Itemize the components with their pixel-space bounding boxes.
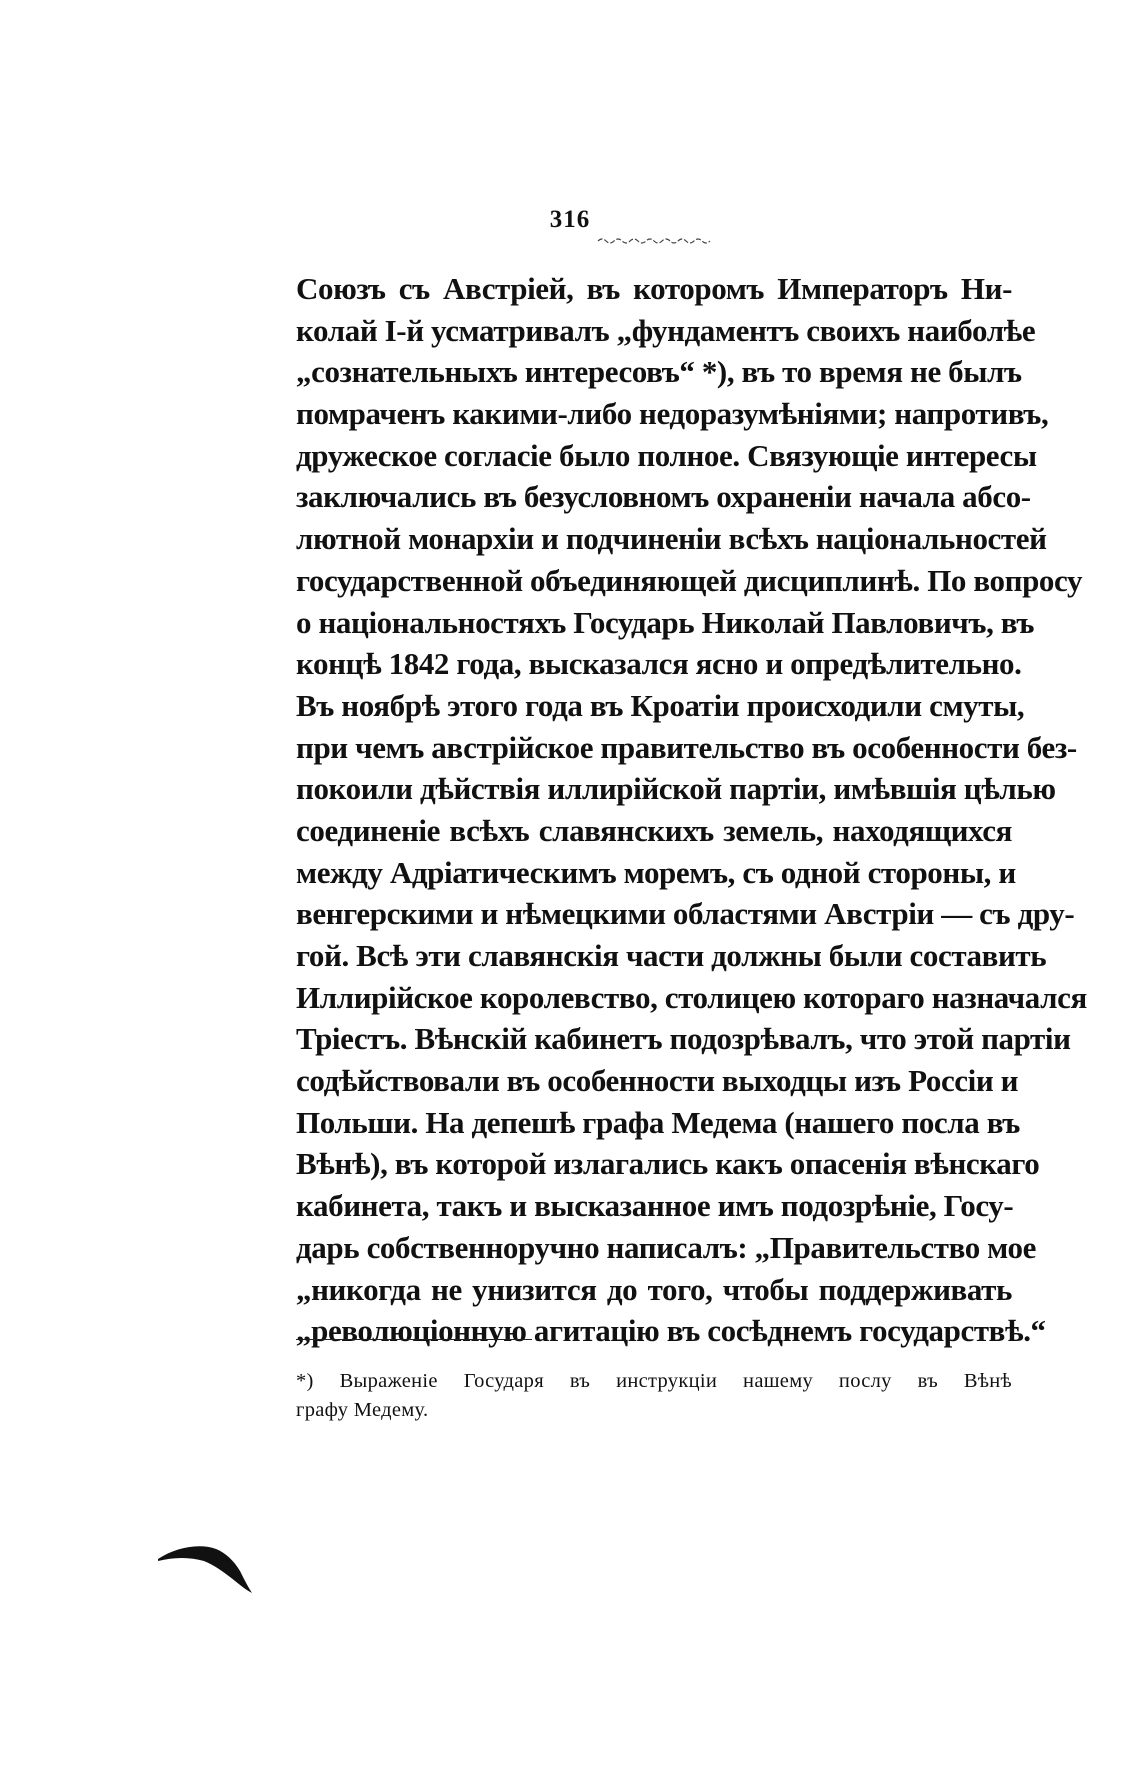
- text-line: государственной объединяющей дисциплинѣ. По вопросу: [296, 562, 1083, 598]
- text-line: гой. Всѣ эти славянскія части должны были составить: [296, 938, 1047, 973]
- text-line: помраченъ какими-либо недоразумѣніями; напротивъ,: [296, 396, 1049, 432]
- footnote-divider: [296, 1339, 532, 1340]
- main-text: [296, 268, 1087, 1352]
- footnote-line: *) Выраженіе Государя въ инструкціи нашему послу въ Вѣнѣ: [296, 1370, 1012, 1392]
- text-line: Союзъ съ Австріей, въ которомъ Императоръ Ни-: [296, 271, 1012, 306]
- text-line: концѣ 1842 года, высказался ясно и опредѣлительно.: [296, 646, 1022, 682]
- text-line: содѣйствовали въ особенности выходцы изъ Россіи и: [296, 1063, 1019, 1099]
- text-line: соединеніе всѣхъ славянскихъ земель, находящихся: [296, 812, 1012, 848]
- text-line: Вѣнѣ), въ которой излагались какъ опасенія вѣнскаго: [296, 1146, 1040, 1182]
- text-line: венгерскими и нѣмецкими областями Австріи — съ дру-: [296, 896, 1075, 932]
- text-line: дарь собственноручно написалъ: „Правительство мое: [296, 1229, 1036, 1265]
- text-line: „никогда не унизится до того, чтобы поддерживать: [296, 1271, 1012, 1307]
- text-line: „сознательныхъ интересовъ“ *), въ то время не былъ: [296, 354, 1022, 390]
- wavy-ornament-icon: [596, 235, 716, 245]
- text-line: о національностяхъ Государь Николай Павловичъ, въ: [296, 604, 1035, 640]
- footnote-line: графу Медему.: [296, 1399, 429, 1421]
- text-line: покоили дѣйствія иллирійской партіи, имѣвшія цѣлью: [296, 771, 1056, 807]
- footnote: [296, 1367, 1012, 1425]
- text-line: Тріестъ. Вѣнскій кабинетъ подозрѣвалъ, что этой партіи: [296, 1021, 1071, 1057]
- text-line: лютной монархіи и подчиненіи всѣхъ національностей: [296, 521, 1047, 557]
- text-line: кабинета, такъ и высказанное имъ подозрѣніе, Госу-: [296, 1188, 1014, 1224]
- text-line: колай I-й усматривалъ „фундаментъ своихъ наиболѣе: [296, 312, 1036, 348]
- text-line: Польши. На депешѣ графа Медема (нашего посла въ: [296, 1104, 1020, 1140]
- text-line: дружеское согласіе было полное. Связующіе интересы: [296, 437, 1037, 473]
- ink-mark-icon: [158, 1535, 254, 1595]
- text-line: между Адріатическимъ моремъ, съ одной стороны, и: [296, 854, 1016, 890]
- text-line: Въ ноябрѣ этого года въ Кроатіи происходили смуты,: [296, 687, 1025, 723]
- text-line: заключались въ безусловномъ охраненіи начала абсо-: [296, 479, 1031, 515]
- page-number: 316: [549, 206, 591, 233]
- text-line: Иллирійское королевство, столицею котораго назначался: [296, 979, 1087, 1015]
- text-line: „революціонную агитацію въ сосѣднемъ государствѣ.“: [296, 1313, 1046, 1349]
- text-line: при чемъ австрійское правительство въ особенности без-: [296, 729, 1077, 765]
